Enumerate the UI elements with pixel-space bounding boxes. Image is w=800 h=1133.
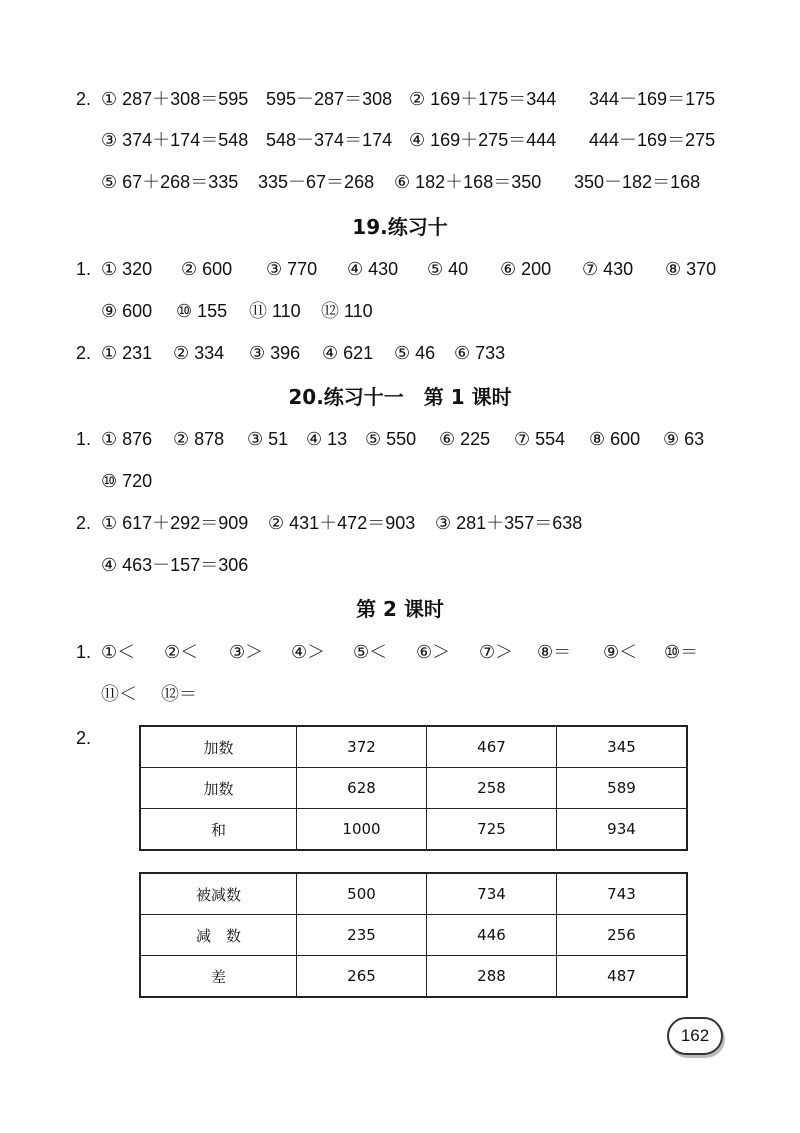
answer: ② 878 [173, 429, 225, 449]
addition-table [139, 725, 688, 851]
l2-q1-number: 1. [76, 642, 92, 662]
subtraction-table [139, 872, 688, 998]
table-cell: 288 [427, 956, 557, 998]
answer: ⑧ 370 [665, 259, 717, 279]
answer: ⑦ 554 [514, 429, 566, 449]
table-cell: 589 [557, 768, 688, 809]
equation: ② 169＋175＝344 [409, 89, 557, 109]
answer: ④ 430 [347, 259, 399, 279]
comparison: ③＞ [229, 642, 264, 662]
comparison: ④＞ [291, 642, 326, 662]
table-cell: 934 [557, 809, 688, 851]
table-row [140, 873, 687, 915]
equation: 335－67＝268 [258, 172, 375, 192]
table-cell: 725 [427, 809, 557, 851]
s19-q1-number: 1. [76, 259, 92, 279]
s19-q1-row2 [101, 300, 373, 322]
comparison: ①＜ [101, 642, 136, 662]
table-cell: 265 [297, 956, 427, 998]
table-cell: 加数 [140, 768, 297, 809]
answer: ⑥ 225 [439, 429, 491, 449]
table-row [140, 809, 687, 851]
table-cell: 446 [427, 915, 557, 956]
answer: ④ 621 [322, 343, 374, 363]
answer: ① 320 [101, 259, 153, 279]
answer: ⑥ 200 [500, 259, 552, 279]
table-cell: 743 [557, 873, 688, 915]
equation: ⑤ 67＋268＝335 [101, 172, 239, 192]
answer: ③ 396 [249, 343, 301, 363]
s18-q2-row2 [101, 129, 715, 151]
s19-q1-row1 [101, 258, 716, 280]
s20-q2-number: 2. [76, 513, 92, 533]
answer: ⑤ 550 [365, 429, 417, 449]
answer: ④ 13 [306, 429, 348, 449]
answer: ⑤ 40 [427, 259, 469, 279]
s18-q2-row3 [101, 171, 700, 193]
table-cell: 734 [427, 873, 557, 915]
lesson2-title: 第 2 课时 [356, 597, 444, 621]
s18-q2-number: 2. [76, 89, 92, 109]
answer: ⑨ 63 [663, 429, 705, 449]
answer: ⑩ 720 [101, 471, 153, 491]
table-cell: 1000 [297, 809, 427, 851]
equation: ④ 169＋275＝444 [409, 130, 557, 150]
equation: 595－287＝308 [266, 89, 393, 109]
l2-q1-row1 [101, 641, 698, 663]
s19-q2-number: 2. [76, 343, 92, 363]
equation: ④ 463－157＝306 [101, 555, 249, 575]
section20-title: 20.练习十一 第 1 课时 [288, 385, 512, 409]
answer: ⑩ 155 [176, 301, 228, 321]
answer: ③ 51 [247, 429, 289, 449]
s20-q1-row2 [101, 470, 152, 492]
s20-q1-row1 [101, 428, 704, 450]
table-cell: 372 [297, 726, 427, 768]
table-cell: 487 [557, 956, 688, 998]
l2-q2-number: 2. [76, 728, 92, 748]
comparison: ⑫＝ [161, 684, 197, 704]
comparison: ⑤＜ [353, 642, 388, 662]
table-row [140, 726, 687, 768]
page-number: 162 [667, 1017, 723, 1055]
table-cell: 345 [557, 726, 688, 768]
answer: ⑪ 110 [249, 301, 301, 321]
answer: ① 231 [101, 343, 153, 363]
equation: ② 431＋472＝903 [268, 513, 416, 533]
l2-q1-row2 [101, 683, 197, 705]
comparison: ⑦＞ [479, 642, 514, 662]
table-row [140, 915, 687, 956]
s20-q1-number: 1. [76, 429, 92, 449]
answer: ② 334 [173, 343, 225, 363]
equation: 444－169＝275 [589, 130, 716, 150]
table-cell: 256 [557, 915, 688, 956]
answer: ① 876 [101, 429, 153, 449]
table-cell: 减 数 [140, 915, 297, 956]
answer: ⑫ 110 [321, 301, 373, 321]
table-cell: 和 [140, 809, 297, 851]
equation: 344－169＝175 [589, 89, 716, 109]
answer: ⑤ 46 [394, 343, 436, 363]
s20-q2-row2 [101, 554, 248, 576]
comparison: ⑧＝ [537, 642, 572, 662]
answer: ⑥ 733 [454, 343, 506, 363]
table-cell: 258 [427, 768, 557, 809]
answer: ⑨ 600 [101, 301, 153, 321]
comparison: ⑨＜ [603, 642, 638, 662]
answer: ③ 770 [266, 259, 318, 279]
answer: ⑦ 430 [582, 259, 634, 279]
equation: ③ 281＋357＝638 [435, 513, 583, 533]
table-cell: 加数 [140, 726, 297, 768]
s18-q2-row1 [101, 88, 715, 110]
s20-q2-row1 [101, 512, 582, 534]
comparison: ②＜ [164, 642, 199, 662]
equation: ⑥ 182＋168＝350 [394, 172, 542, 192]
table-row [140, 768, 687, 809]
section19-title: 19.练习十 [352, 215, 448, 239]
table-cell: 235 [297, 915, 427, 956]
equation: 350－182＝168 [574, 172, 701, 192]
comparison: ⑥＞ [416, 642, 451, 662]
table-cell: 被减数 [140, 873, 297, 915]
table-row [140, 956, 687, 998]
equation: ① 617＋292＝909 [101, 513, 249, 533]
comparison: ⑪＜ [101, 684, 137, 704]
table-cell: 467 [427, 726, 557, 768]
table-cell: 628 [297, 768, 427, 809]
equation: 548－374＝174 [266, 130, 393, 150]
answer: ⑧ 600 [589, 429, 641, 449]
answer: ② 600 [181, 259, 233, 279]
table-cell: 差 [140, 956, 297, 998]
equation: ③ 374＋174＝548 [101, 130, 249, 150]
table-cell: 500 [297, 873, 427, 915]
comparison: ⑩＝ [664, 642, 699, 662]
equation: ① 287＋308＝595 [101, 89, 249, 109]
s19-q2-row1 [101, 342, 505, 364]
